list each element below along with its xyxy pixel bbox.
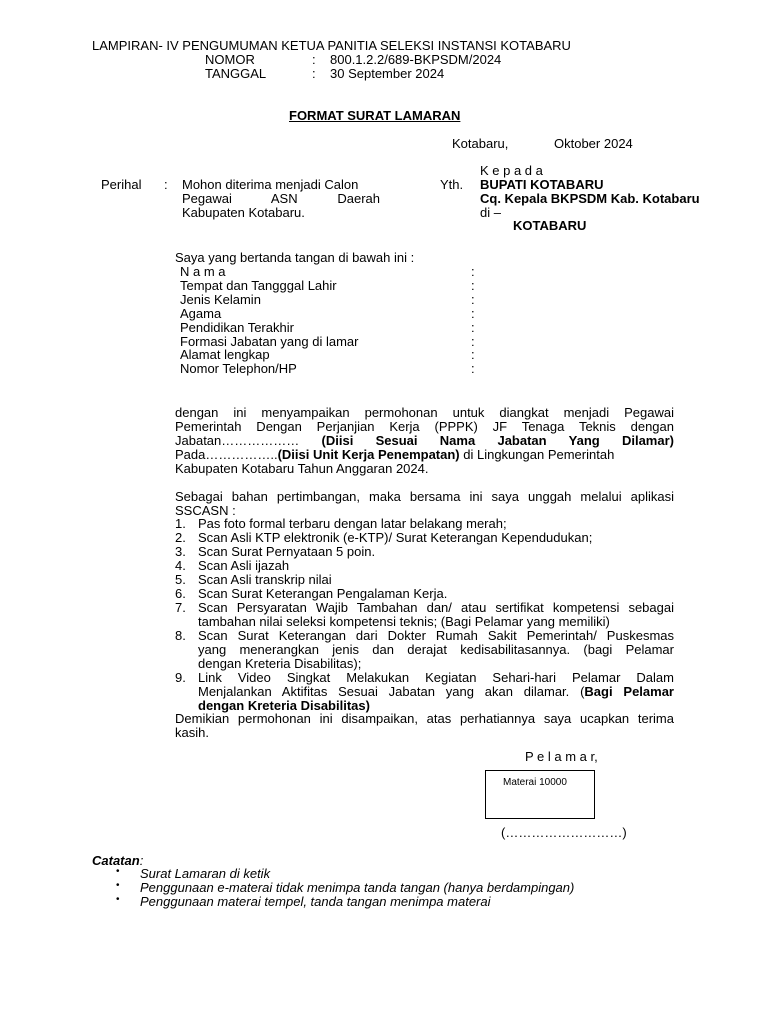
list-item-cont: dengan Kreteria Disabilitas); [198,656,362,671]
list-item: Scan Surat Pernyataan 5 poin. [198,544,376,559]
list-number: 9. [175,670,186,685]
recipient-cq: Cq. Kepala BKPSDM Kab. Kotabaru [480,191,700,206]
list-number: 5. [175,572,186,587]
list-number: 6. [175,586,186,601]
materai-label: Materai 10000 [503,777,567,788]
list-item-cont: dengan Kreteria Disabilitas) [198,698,370,713]
list-item: Scan Surat Keterangan dari Dokter Rumah Sakit Pemerintah/ Puskesmas [198,628,674,643]
closing-line-1: Demikian permohonan ini disampaikan, atas perhatiannya saya ucapkan terima [175,711,674,726]
perihal-line-3: Kabupaten Kotabaru. [182,205,305,220]
list-number: 2. [175,530,186,545]
list-number: 7. [175,600,186,615]
recipient-di: di – [480,205,501,220]
para2-line-2: SSCASN : [175,503,236,518]
tanggal-label: TANGGAL [205,66,267,81]
intro-text: Saya yang bertanda tangan di bawah ini : [175,250,415,265]
field-label-alamat: Alamat lengkap [180,347,270,362]
nomor-value: 800.1.2.2/689-BKPSDM/2024 [330,52,502,67]
para2-line-1: Sebagai bahan pertimbangan, maka bersama ini saya unggah melalui aplikasi [175,489,674,504]
list-number: 1. [175,516,186,531]
para1-line-1: dengan ini menyampaikan permohonan untuk diangkat menjadi Pegawai [175,405,674,420]
field-label-formasi: Formasi Jabatan yang di lamar [180,334,359,349]
list-item: Scan Asli ijazah [198,558,290,573]
letter-place: Kotabaru, [452,136,509,151]
para1-line-3: Jabatan……………… (Diisi Sesuai Nama Jabatan Yang Dilamar) [175,433,674,448]
perihal-line-1: Mohon diterima menjadi Calon [182,177,359,192]
field-label-telepon: Nomor Telephon/HP [180,361,297,376]
field-colon: : [471,347,475,362]
document-title: FORMAT SURAT LAMARAN [289,108,461,123]
field-label-gender: Jenis Kelamin [180,292,261,307]
para1-line-4: Pada……………..(Diisi Unit Kerja Penempatan) di Lingkungan Pemerintah [175,447,615,462]
recipient-city: KOTABARU [513,218,587,233]
perihal-colon: : [164,177,168,192]
nomor-colon: : [312,52,316,67]
tanggal-colon: : [312,66,316,81]
list-item: Scan Persyaratan Wajib Tambahan dan/ atau sertifikat kompetensi sebagai [198,600,674,615]
header-line: LAMPIRAN- IV PENGUMUMAN KETUA PANITIA SELEKSI INSTANSI KOTABARU [92,38,571,53]
field-label-pendidikan: Pendidikan Terakhir [180,320,294,335]
recipient-yth: Yth. [440,177,464,192]
bullet-icon: • [116,894,120,905]
perihal-label: Perihal [101,177,142,192]
list-item: Scan Asli KTP elektronik (e-KTP)/ Surat Keterangan Kependudukan; [198,530,593,545]
list-item-cont: yang menerangkan jenis dan derajat kedisabilitasannya. (bagi Pelamar [198,642,674,657]
field-colon: : [471,334,475,349]
letter-date: Oktober 2024 [554,136,633,151]
nomor-label: NOMOR [205,52,255,67]
note-item: Surat Lamaran di ketik [140,866,271,881]
recipient-kepada: K e p a d a [480,163,543,178]
list-item: Scan Asli transkrip nilai [198,572,332,587]
list-item-cont: Menjalankan Aktifitas Sesuai Jabatan yang akan dilamar. (Bagi Pelamar [198,684,674,699]
field-colon: : [471,361,475,376]
field-colon: : [471,320,475,335]
field-label-ttl: Tempat dan Tangggal Lahir [180,278,337,293]
bullet-icon: • [116,880,120,891]
list-number: 8. [175,628,186,643]
list-item-cont: tambahan nilai seleksi kompetensi teknis; (Bagi Pelamar yang memiliki) [198,614,610,629]
materai-box [485,770,595,819]
perihal-line-2: Pegawai ASN Daerah [182,191,380,206]
list-number: 3. [175,544,186,559]
bullet-icon: • [116,866,120,877]
field-colon: : [471,306,475,321]
recipient-name: BUPATI KOTABARU [480,177,604,192]
note-item: Penggunaan e-materai tidak menimpa tanda tangan (hanya berdampingan) [140,880,575,895]
list-item: Link Video Singkat Melakukan Kegiatan Sehari-hari Pelamar Dalam [198,670,674,685]
field-colon: : [471,264,475,279]
tanggal-value: 30 September 2024 [330,66,445,81]
field-colon: : [471,278,475,293]
note-item: Penggunaan materai tempel, tanda tangan menimpa materai [140,894,491,909]
signature-name-line: (………………………) [501,825,627,840]
para1-line-2: Pemerintah Dengan Perjanjian Kerja (PPPK) JF Tenaga Teknis dengan [175,419,674,434]
field-label-agama: Agama [180,306,222,321]
para1-line-5: Kabupaten Kotabaru Tahun Anggaran 2024. [175,461,429,476]
closing-line-2: kasih. [175,725,209,740]
list-number: 4. [175,558,186,573]
notes-label: Catatan: [92,853,144,868]
signature-label: P e l a m a r, [525,749,598,764]
list-item: Scan Surat Keterangan Pengalaman Kerja. [198,586,448,601]
list-item: Pas foto formal terbaru dengan latar belakang merah; [198,516,507,531]
field-label-nama: N a m a [180,264,226,279]
field-colon: : [471,292,475,307]
